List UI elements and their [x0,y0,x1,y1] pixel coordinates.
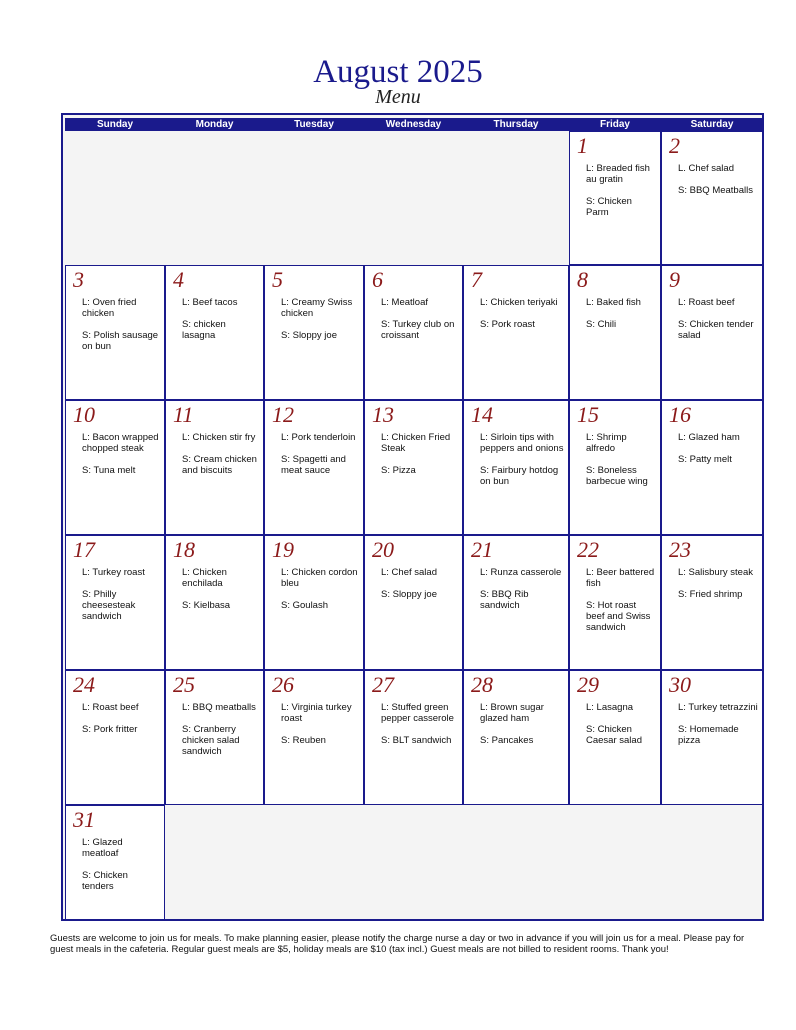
lunch-item: L: Runza casserole [480,567,562,578]
weekday-header-thursday: Thursday [463,118,569,131]
day-number: 27 [372,672,394,697]
day-cell-20 [364,535,463,670]
lunch-item: L: Chicken Fried Steak [381,432,451,454]
supper-item: S: Pizza [381,465,416,476]
lunch-item: L: Chicken enchilada [182,567,227,589]
supper-item: S: Fried shrimp [678,589,743,600]
day-number: 23 [669,537,691,562]
lunch-item: L: Roast beef [82,702,139,713]
supper-item: S: Polish sausage on bun [82,330,159,352]
lunch-item: L: Glazed meatloaf [82,837,123,859]
lunch-item: L: Brown sugar glazed ham [480,702,544,724]
guest-meal-note: Guests are welcome to join us for meals. To make planning easier, please notify the charge nurse a day or two in advance if you will join us for a meal. Please pay for guest meals in the cafeteria. Regular guest meals are $5, holiday meals are $10 (tax incl.) Guest meals are not billed to resident rooms. Thank you! [50,933,745,955]
lunch-item: L: Salisbury steak [678,567,753,578]
day-number: 20 [372,537,394,562]
day-number: 13 [372,402,394,427]
lunch-item: L: Baked fish [586,297,641,308]
supper-item: S: Spagetti and meat sauce [281,454,346,476]
supper-item: S: Cranberry chicken salad sandwich [182,724,240,757]
supper-item: S: Pancakes [480,735,534,746]
supper-item: S: Chicken Caesar salad [586,724,642,746]
supper-item: S: Kielbasa [182,600,231,611]
day-cell-13 [364,400,463,535]
day-cell-28 [463,670,569,805]
page-subtitle: Menu [375,86,421,108]
day-cell-17 [65,535,165,670]
day-number: 11 [173,402,194,427]
supper-item: S: Chicken Parm [586,196,632,218]
lunch-item: L: Chicken teriyaki [480,297,558,308]
lunch-item: L: Lasagna [586,702,634,713]
supper-item: S: Sloppy joe [381,589,437,600]
calendar-grid [61,113,764,921]
supper-item: S: chicken lasagna [182,319,226,341]
day-cell-14 [463,400,569,535]
lunch-item: L: Creamy Swiss chicken [281,297,353,319]
lunch-item: L: Turkey tetrazzini [678,702,758,713]
day-number: 28 [471,672,493,697]
day-cell-9 [661,265,763,400]
supper-item: S: Pork roast [480,319,535,330]
day-number: 30 [669,672,691,697]
day-cell-24 [65,670,165,805]
day-cell-27 [364,670,463,805]
day-number: 2 [669,133,680,158]
day-cell-29 [569,670,661,805]
day-number: 7 [471,267,482,292]
day-cell-7 [463,265,569,400]
day-cell-16 [661,400,763,535]
day-cell-6 [364,265,463,400]
day-number: 25 [173,672,195,697]
day-number: 12 [272,402,294,427]
supper-item: S: Fairbury hotdog on bun [480,465,559,487]
weekday-header-tuesday: Tuesday [264,118,364,131]
supper-item: S: Chicken tender salad [678,319,754,341]
weekday-header-sunday: Sunday [65,118,165,131]
supper-item: S: Boneless barbecue wing [586,465,648,487]
lunch-item: L: Beer battered fish [586,567,655,589]
day-number: 18 [173,537,195,562]
supper-item: S: BBQ Meatballs [678,185,753,196]
supper-item: S: Homemade pizza [678,724,739,746]
lunch-item: L: Roast beef [678,297,735,308]
supper-item: S: Reuben [281,735,326,746]
supper-item: S: BLT sandwich [381,735,452,746]
day-number: 15 [577,402,599,427]
day-number: 21 [471,537,493,562]
weekday-header-monday: Monday [165,118,264,131]
day-number: 16 [669,402,691,427]
day-cell-8 [569,265,661,400]
supper-item: S: Patty melt [678,454,732,465]
day-cell-25 [165,670,264,805]
day-cell-23 [661,535,763,670]
lunch-item: L: Oven fried chicken [82,297,137,319]
day-number: 31 [73,807,95,832]
lunch-item: L: Shrimp alfredo [586,432,627,454]
lunch-item: L: Sirloin tips with peppers and onions [480,432,564,454]
lunch-item: L: Turkey roast [82,567,145,578]
day-number: 19 [272,537,294,562]
day-cell-2 [661,131,763,265]
supper-item: S: Tuna melt [82,465,136,476]
lunch-item: L: Virginia turkey roast [281,702,352,724]
day-number: 1 [577,133,588,158]
lunch-item: L: Breaded fish au gratin [586,163,650,185]
day-number: 29 [577,672,599,697]
day-number: 3 [73,267,84,292]
day-cell-3 [65,265,165,400]
day-number: 26 [272,672,294,697]
weekday-header-saturday: Saturday [661,118,763,131]
day-cell-10 [65,400,165,535]
lunch-item: L: Stuffed green pepper casserole [381,702,454,724]
supper-item: S: Cream chicken and biscuits [182,454,257,476]
day-cell-11 [165,400,264,535]
day-number: 22 [577,537,599,562]
supper-item: S: Turkey club on croissant [381,319,455,341]
lunch-item: L: BBQ meatballs [182,702,256,713]
day-number: 6 [372,267,383,292]
day-cell-5 [264,265,364,400]
page-title: August 2025 [313,54,483,90]
day-cell-15 [569,400,661,535]
lunch-item: L: Chicken stir fry [182,432,256,443]
day-cell-18 [165,535,264,670]
weekday-header-friday: Friday [569,118,661,131]
lunch-item: L: Chef salad [381,567,437,578]
supper-item: S: Hot roast beef and Swiss sandwich [586,600,651,633]
day-cell-1 [569,131,661,265]
day-number: 10 [73,402,95,427]
supper-item: S: Chicken tenders [82,870,128,892]
lunch-item: L: Bacon wrapped chopped steak [82,432,159,454]
supper-item: S: Chili [586,319,617,330]
lunch-item: L: Pork tenderloin [281,432,356,443]
day-number: 8 [577,267,588,292]
lunch-item: L: Beef tacos [182,297,238,308]
lunch-item: L: Chicken cordon bleu [281,567,358,589]
lunch-item: L: Glazed ham [678,432,740,443]
weekday-header-wednesday: Wednesday [364,118,463,131]
supper-item: S: Goulash [281,600,328,611]
lunch-item: L. Chef salad [678,163,734,174]
supper-item: S: BBQ Rib sandwich [480,589,529,611]
day-cell-31 [65,805,165,920]
supper-item: S: Philly cheesesteak sandwich [82,589,136,622]
supper-item: S: Pork fritter [82,724,138,735]
day-number: 5 [272,267,283,292]
supper-item: S: Sloppy joe [281,330,337,341]
day-number: 9 [669,267,680,292]
day-cell-30 [661,670,763,805]
lunch-item: L: Meatloaf [381,297,428,308]
day-number: 14 [471,402,493,427]
day-cell-4 [165,265,264,400]
day-cell-26 [264,670,364,805]
day-number: 17 [73,537,95,562]
day-cell-21 [463,535,569,670]
day-number: 24 [73,672,95,697]
day-cell-19 [264,535,364,670]
day-cell-12 [264,400,364,535]
day-cell-22 [569,535,661,670]
day-number: 4 [173,267,184,292]
